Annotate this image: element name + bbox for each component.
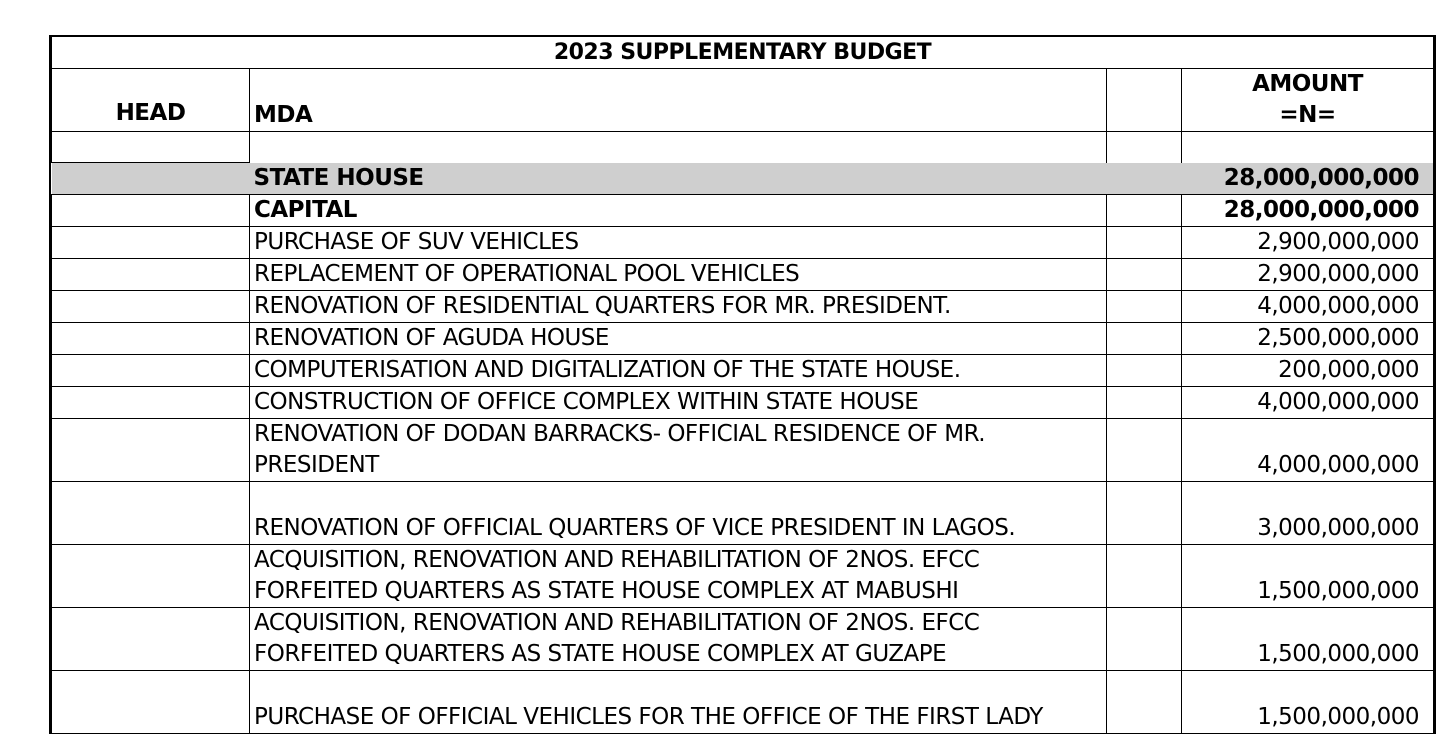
item-description: RENOVATION OF AGUDA HOUSE xyxy=(250,323,1107,355)
item-description-line2: FORFEITED QUARTERS AS STATE HOUSE COMPLEX AT GUZAPE xyxy=(254,641,947,667)
item-description-line1: ACQUISITION, RENOVATION AND REHABILITATION OF 2NOS. EFCC xyxy=(254,610,980,636)
item-description xyxy=(250,419,1107,482)
budget-table xyxy=(51,37,1434,734)
spacer-row xyxy=(52,132,1434,163)
table-row[interactable] xyxy=(52,419,1434,482)
section-row[interactable] xyxy=(52,163,1434,195)
item-amount: 4,000,000,000 xyxy=(1182,419,1434,482)
table-row[interactable] xyxy=(52,387,1434,419)
table-title: 2023 SUPPLEMENTARY BUDGET xyxy=(52,37,1434,69)
item-description: COMPUTERISATION AND DIGITALIZATION OF THE STATE HOUSE. xyxy=(250,355,1107,387)
amount-header-line1: AMOUNT xyxy=(1252,71,1363,97)
item-description-line1: ACQUISITION, RENOVATION AND REHABILITATION OF 2NOS. EFCC xyxy=(254,547,980,573)
item-amount: 2,900,000,000 xyxy=(1182,227,1434,259)
column-header-mda: MDA xyxy=(250,69,1107,132)
item-amount: 2,900,000,000 xyxy=(1182,259,1434,291)
section-name: STATE HOUSE xyxy=(250,163,1107,195)
table-row[interactable] xyxy=(52,227,1434,259)
item-description: RENOVATION OF OFFICIAL QUARTERS OF VICE PRESIDENT IN LAGOS. xyxy=(250,482,1107,545)
table-row[interactable] xyxy=(52,259,1434,291)
item-description xyxy=(250,608,1107,671)
item-description: RENOVATION OF RESIDENTIAL QUARTERS FOR MR. PRESIDENT. xyxy=(250,291,1107,323)
column-header-head: HEAD xyxy=(52,69,250,132)
table-row[interactable] xyxy=(52,608,1434,671)
table-row[interactable] xyxy=(52,671,1434,734)
subsection-amount: 28,000,000,000 xyxy=(1182,195,1434,227)
amount-header-line2: =N= xyxy=(1279,102,1336,128)
item-description-line1: RENOVATION OF DODAN BARRACKS- OFFICIAL RESIDENCE OF MR. xyxy=(254,421,986,447)
table-row[interactable] xyxy=(52,291,1434,323)
item-description-line2: PRESIDENT xyxy=(254,452,379,478)
item-amount: 3,000,000,000 xyxy=(1182,482,1434,545)
item-description-line2: FORFEITED QUARTERS AS STATE HOUSE COMPLEX AT MABUSHI xyxy=(254,578,959,604)
item-description: CONSTRUCTION OF OFFICE COMPLEX WITHIN STATE HOUSE xyxy=(250,387,1107,419)
column-header-blank xyxy=(1107,69,1182,132)
subsection-name: CAPITAL xyxy=(250,195,1107,227)
section-amount: 28,000,000,000 xyxy=(1182,163,1434,195)
item-description: REPLACEMENT OF OPERATIONAL POOL VEHICLES xyxy=(250,259,1107,291)
column-header-amount xyxy=(1182,69,1434,132)
table-row[interactable] xyxy=(52,355,1434,387)
table-row[interactable] xyxy=(52,545,1434,608)
item-amount: 4,000,000,000 xyxy=(1182,291,1434,323)
item-amount: 4,000,000,000 xyxy=(1182,387,1434,419)
item-description xyxy=(250,545,1107,608)
item-description: PURCHASE OF SUV VEHICLES xyxy=(250,227,1107,259)
item-amount: 2,500,000,000 xyxy=(1182,323,1434,355)
table-row[interactable] xyxy=(52,482,1434,545)
item-description: PURCHASE OF OFFICIAL VEHICLES FOR THE OFFICE OF THE FIRST LADY xyxy=(250,671,1107,734)
subsection-row[interactable] xyxy=(52,195,1434,227)
item-amount: 1,500,000,000 xyxy=(1182,545,1434,608)
budget-sheet xyxy=(49,35,1436,734)
item-amount: 1,500,000,000 xyxy=(1182,671,1434,734)
item-amount: 200,000,000 xyxy=(1182,355,1434,387)
item-amount: 1,500,000,000 xyxy=(1182,608,1434,671)
table-row[interactable] xyxy=(52,323,1434,355)
